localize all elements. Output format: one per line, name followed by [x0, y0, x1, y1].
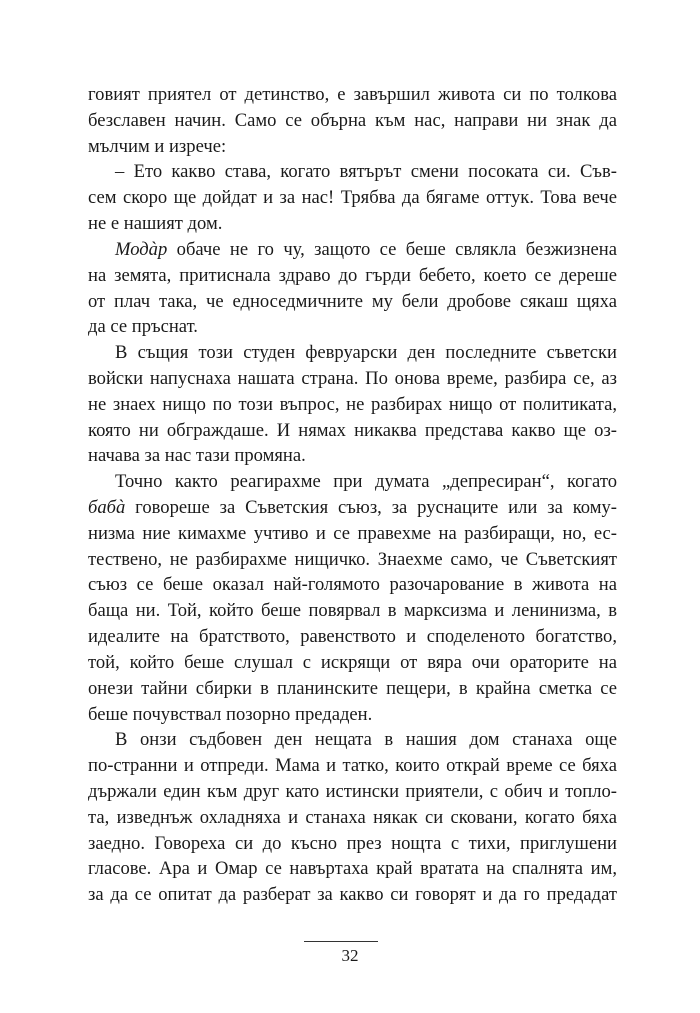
text-line: от плач така, че едноседмичните му бели дробове сякаш щяха [88, 290, 617, 312]
body-text [88, 82, 617, 908]
text-line: по-странни и отпреди. Мама и татко, които открай време се бяха [88, 755, 617, 777]
text-line [88, 237, 617, 263]
text-line: идеалите на братството, равенството и споделеното богатство, [88, 626, 617, 648]
text-line: В същия този студен февруарски ден последните съветски [115, 342, 617, 364]
text-line: та, изведнъж охладняха и станаха някак си сковани, когато бяха [88, 806, 617, 828]
text-line: той, който беше слушал с искрящи от вяра очи ораторите на [88, 651, 617, 673]
text-line: говият приятел от детинство, е завършил живота си по толкова [88, 84, 617, 105]
text-line: низма ние кимахме учтиво и се правехме на разбиращи, но, ес- [88, 522, 617, 544]
footer-rule [304, 941, 378, 942]
text-line: Точно както реагирахме при думата „депресиран“, когато [115, 471, 617, 493]
text-line: съюз се беше оказал най-голямото разочарование в живота на [88, 574, 617, 596]
text-line: онези тайни сбирки в планинските пещери, в крайна сметка се [88, 677, 617, 699]
text-line [88, 495, 617, 521]
text-line: не знаех нищо по този въпрос, не разбирах нищо от политиката, [88, 393, 617, 415]
italic-term: бабà [88, 497, 126, 518]
text-line: държали един към друг като истински приятели, с обич и топло- [88, 780, 617, 802]
text-line: заедно. Говореха си до късно през нощта с тихи, приглушени [88, 832, 617, 854]
text-line: мълчим и изрече: [88, 135, 227, 157]
text-line: начава за нас тази промяна. [88, 445, 306, 467]
text-line: не е нашият дом. [88, 213, 223, 235]
text-line: сем скоро ще дойдат и за нас! Трябва да бягаме оттук. Това вече [88, 187, 617, 209]
text-run: обаче не го чу, защото се беше свлякла безжизнена [167, 238, 617, 260]
italic-term: Модàр [115, 238, 168, 260]
text-line: безславен начин. Само се обърна към нас, направи ни знак да [88, 109, 617, 131]
text-line: за да се опитат да разберат за какво си говорят и да го предадат [88, 884, 617, 906]
text-line: тествено, не разбирахме нищичко. Знаехме само, че Съветският [88, 548, 617, 570]
page-number: 32 [341, 946, 359, 965]
text-line: гласове. Ара и Омар се навъртаха край вратата на спалнята им, [88, 858, 617, 880]
text-run: говореше за Съветския съюз, за руснаците или за кому- [125, 497, 617, 518]
text-line: войски напуснаха нашата страна. По онова време, разбира се, аз [88, 367, 617, 389]
text-line: беше почувствал позорно предаден. [88, 703, 373, 725]
text-line: на земята, притиснала здраво до гърди бебето, което се дереше [88, 264, 617, 286]
text-line: баща ни. Той, който беше повярвал в марксизма и ленинизма, в [88, 600, 617, 622]
text-line: – Ето какво става, когато вятърът смени посоката си. Съв- [115, 161, 617, 183]
text-line: която ни обграждаше. И нямах никаква представа какво ще оз- [88, 419, 617, 441]
text-line: В онзи съдбовен ден нещата в нашия дом станаха още [115, 729, 617, 751]
text-line: да се пръснат. [88, 316, 198, 338]
